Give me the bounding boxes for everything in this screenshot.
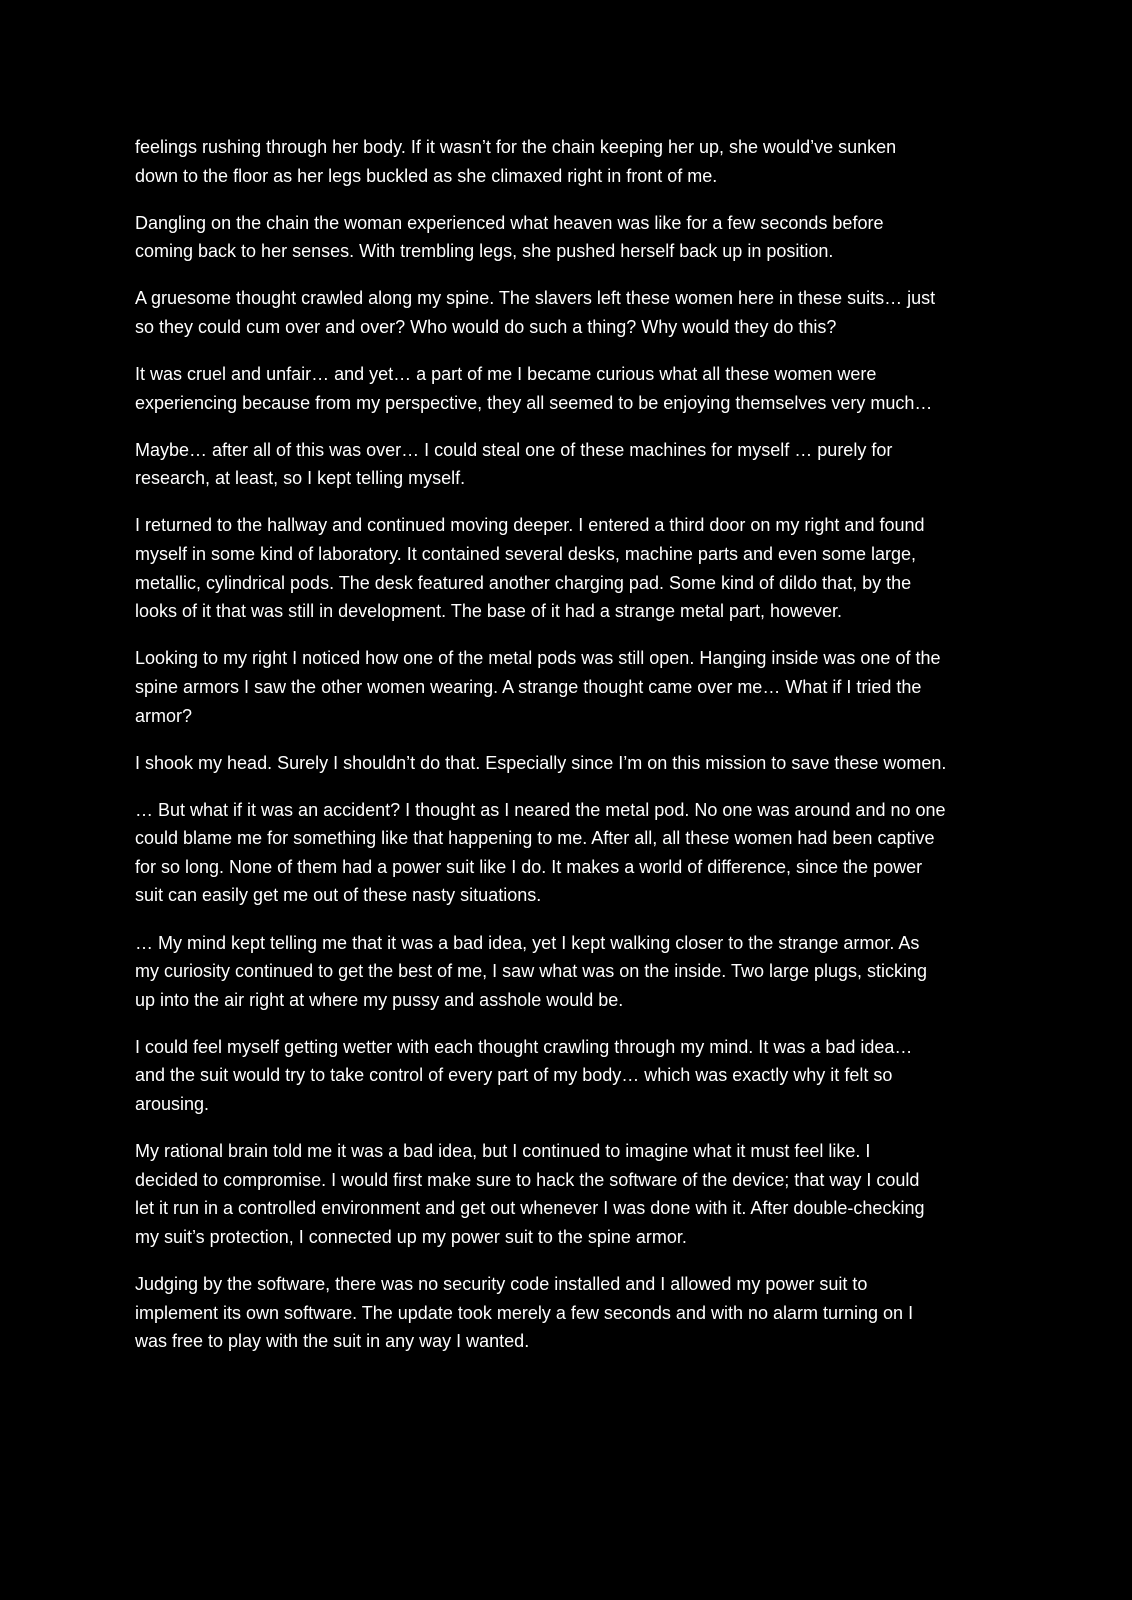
paragraph [135, 284, 1015, 341]
text-line: spine armors I saw the other women wearing. A strange thought came over me… What if I tried the [135, 676, 922, 697]
text-line: Dangling on the chain the woman experienced what heaven was like for a few seconds before [135, 212, 884, 233]
text-line: It was cruel and unfair… and yet… a part of me I became curious what all these women were [135, 364, 877, 385]
text-line: A gruesome thought crawled along my spine. The slavers left these women here in these suits… just [135, 288, 936, 309]
paragraph [135, 209, 1015, 266]
paragraph [135, 749, 1015, 778]
text-line: armor? [135, 705, 193, 726]
text-line: I shook my head. Surely I shouldn’t do that. Especially since I’m on this mission to save these women. [135, 752, 947, 773]
text-line: for so long. None of them had a power suit like I do. It makes a world of difference, since the power [135, 856, 923, 877]
document-page [135, 133, 1015, 1374]
text-line: I could feel myself getting wetter with each thought crawling through my mind. It was a bad idea… [135, 1036, 913, 1057]
text-line: decided to compromise. I would first make sure to hack the software of the device; that way I could [135, 1169, 920, 1190]
paragraph [135, 1270, 1015, 1356]
paragraph [135, 133, 1015, 190]
text-line: myself in some kind of laboratory. It contained several desks, machine parts and even some large, [135, 544, 917, 565]
text-line: arousing. [135, 1094, 210, 1115]
text-line: coming back to her senses. With trembling legs, she pushed herself back up in position. [135, 241, 834, 262]
text-line: feelings rushing through her body. If it wasn’t for the chain keeping her up, she would’ve sunken [135, 137, 897, 157]
text-line: up into the air right at where my pussy and asshole would be. [135, 989, 624, 1010]
text-line: let it run in a controlled environment and get out whenever I was done with it. After double-checking [135, 1198, 925, 1219]
text-line: … My mind kept telling me that it was a bad idea, yet I kept walking closer to the strange armor. As [135, 932, 920, 953]
paragraph [135, 644, 1015, 730]
paragraph [135, 436, 1015, 493]
text-line: down to the floor as her legs buckled as she climaxed right in front of me. [135, 165, 718, 186]
text-line: looks of it that was still in development. The base of it had a strange metal part, however. [135, 601, 843, 622]
text-line: metallic, cylindrical pods. The desk featured another charging pad. Some kind of dildo that, by the [135, 572, 912, 593]
paragraph [135, 360, 1015, 417]
text-line: Looking to my right I noticed how one of the metal pods was still open. Hanging inside was one of the [135, 648, 941, 669]
text-line: … But what if it was an accident? I thought as I neared the metal pod. No one was around and no one [135, 799, 946, 820]
text-line: could blame me for something like that happening to me. After all, all these women had been captive [135, 828, 935, 849]
text-line: so they could cum over and over? Who would do such a thing? Why would they do this? [135, 316, 837, 337]
paragraph [135, 1033, 1015, 1119]
text-line: I returned to the hallway and continued moving deeper. I entered a third door on my right and found [135, 515, 925, 536]
text-line: research, at least, so I kept telling myself. [135, 468, 466, 489]
paragraph [135, 511, 1015, 625]
text-line: My rational brain told me it was a bad idea, but I continued to imagine what it must feel like. I [135, 1141, 871, 1162]
text-line: my suit’s protection, I connected up my power suit to the spine armor. [135, 1226, 687, 1247]
text-line: suit can easily get me out of these nasty situations. [135, 885, 542, 906]
paragraph [135, 929, 1015, 1015]
text-line: implement its own software. The update took merely a few seconds and with no alarm turning on I [135, 1302, 914, 1323]
text-line: was free to play with the suit in any way I wanted. [135, 1331, 530, 1352]
text-line: Judging by the software, there was no security code installed and I allowed my power suit to [135, 1274, 868, 1294]
text-line: Maybe… after all of this was over… I could steal one of these machines for myself … purely for [135, 439, 893, 460]
paragraph [135, 1137, 1015, 1251]
text-line: my curiosity continued to get the best of me, I saw what was on the inside. Two large plugs, sticking [135, 961, 928, 982]
text-line: experiencing because from my perspective, they all seemed to be enjoying themselves very much… [135, 392, 933, 413]
text-line: and the suit would try to take control of every part of my body… which was exactly why it felt so [135, 1065, 893, 1086]
paragraph [135, 796, 1015, 910]
